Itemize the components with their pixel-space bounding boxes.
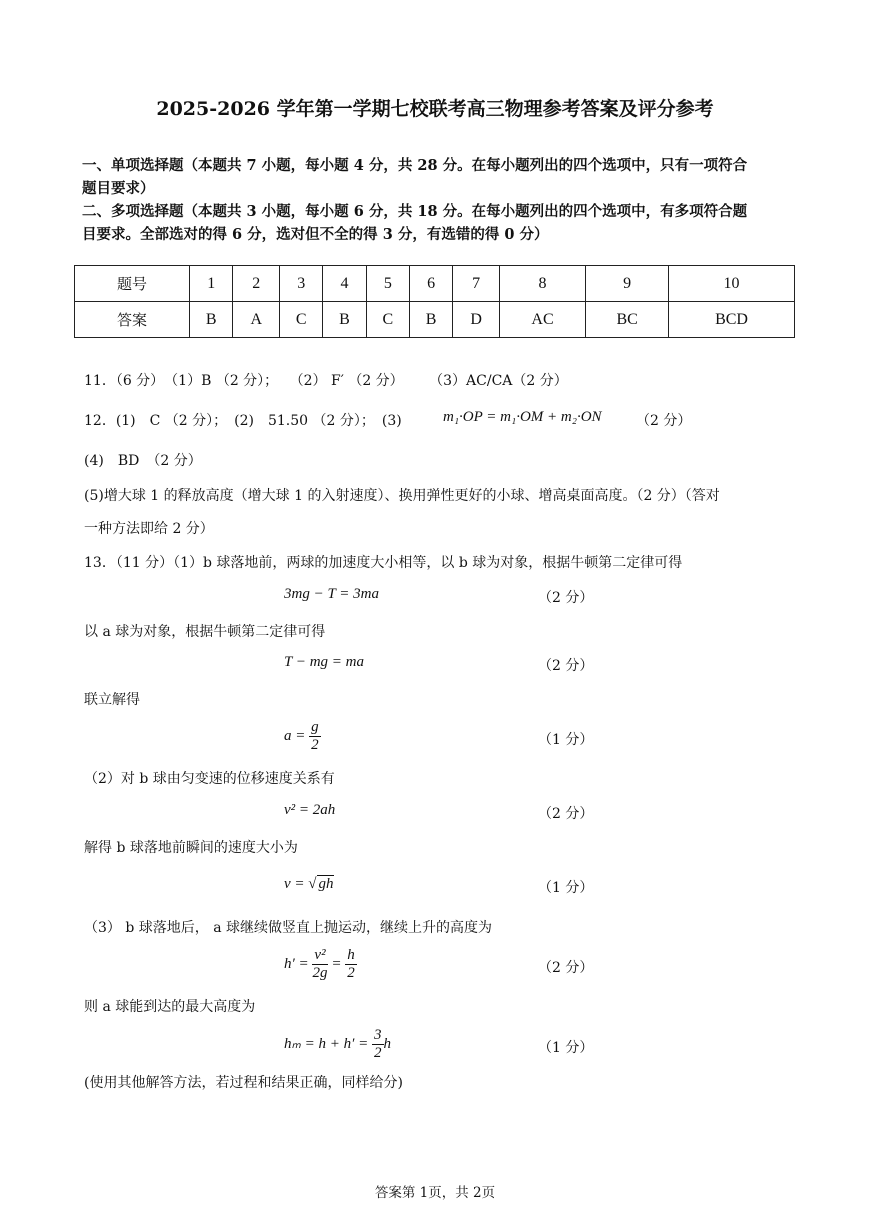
q13-eq7-numerator: 3 xyxy=(374,1027,382,1043)
q13-eq6-fraction2 xyxy=(345,947,357,982)
page-footer: 答案第 1页，共 2页 xyxy=(374,1185,496,1201)
table-cell: C xyxy=(280,302,323,338)
q13-text-part3: （3） b 球落地后， a 球继续做竖直上抛运动，继续上升的高度为 xyxy=(84,920,493,936)
table-cell: B xyxy=(323,302,366,338)
q13-eq6 xyxy=(284,947,357,982)
q13-eq6-lhs: h′ = xyxy=(284,955,309,972)
table-answer-label: 答案 xyxy=(75,302,190,338)
table-cell: 1 xyxy=(190,266,233,302)
q13-eq5 xyxy=(284,876,334,893)
q13-eq6-numerator1: v² xyxy=(314,947,326,963)
q13-eq6-score: （2 分） xyxy=(538,960,594,976)
table-cell: 3 xyxy=(280,266,323,302)
q13-eq2-score: （2 分） xyxy=(538,658,594,674)
table-cell: B xyxy=(190,302,233,338)
q12-formula-score: （2 分） xyxy=(636,413,692,429)
q13-eq1: 3mg − T = 3ma xyxy=(284,586,379,602)
answer-table xyxy=(74,265,795,338)
q13-eq6-fraction1 xyxy=(312,947,327,982)
q13-eq6-equals: = xyxy=(331,955,342,972)
q13-eq7-score: （1 分） xyxy=(538,1040,594,1056)
section2-line1: 二、多项选择题（本题共 3 小题，每小题 6 分，共 18 分。在每小题列出的四个选项中，有多项符合题 xyxy=(82,203,748,220)
q12-formula: m₁·OP = m₁·OM + m₂·ON xyxy=(443,409,602,425)
table-cell: BC xyxy=(586,302,669,338)
table-cell: 5 xyxy=(366,266,409,302)
table-cell: AC xyxy=(499,302,585,338)
q13-text-max: 则 a 球能到达的最大高度为 xyxy=(84,999,256,1015)
q13-eq5-lhs: v = xyxy=(284,876,305,892)
q13-eq6-numerator2: h xyxy=(347,947,355,963)
q13-eq6-denominator1: 2g xyxy=(312,965,328,981)
q13-eq3-fraction xyxy=(309,719,321,754)
q13-eq4-score: （2 分） xyxy=(538,806,594,822)
table-cell: 2 xyxy=(233,266,280,302)
table-cell: A xyxy=(233,302,280,338)
q13-eq7 xyxy=(284,1027,391,1062)
q13-note: (使用其他解答方法，若过程和结果正确，同样给分) xyxy=(84,1075,403,1091)
q13-eq1-score: （2 分） xyxy=(538,590,594,606)
q13-eq7-lhs: hₘ = h + h′ = xyxy=(284,1035,369,1052)
q13-text-part2: （2）对 b 球由匀变速的位移速度关系有 xyxy=(84,771,335,787)
q13-eq7-tail: h xyxy=(383,1035,391,1052)
q13-eq5-radicand: gh xyxy=(318,876,334,892)
table-cell: B xyxy=(409,302,452,338)
table-cell: C xyxy=(366,302,409,338)
q13-eq7-denominator: 2 xyxy=(374,1045,382,1061)
q13-eq7-fraction xyxy=(372,1027,384,1062)
q13-eq3-numerator: g xyxy=(311,719,319,735)
section2-line2: 目要求。全部选对的得 6 分，选对但不全的得 3 分，有选错的得 0 分） xyxy=(82,226,549,243)
q13-eq3-score: （1 分） xyxy=(538,732,594,748)
q13-eq3-denominator: 2 xyxy=(311,737,319,753)
q12-part4: (4) BD （2 分） xyxy=(84,453,202,469)
table-cell: 7 xyxy=(453,266,500,302)
section1-line1: 一、单项选择题（本题共 7 小题，每小题 4 分，共 28 分。在每小题列出的四个选项中，只有一项符合 xyxy=(82,157,748,174)
table-cell: 6 xyxy=(409,266,452,302)
q13-text-speed: 解得 b 球落地前瞬间的速度大小为 xyxy=(84,840,298,856)
table-cell: 9 xyxy=(586,266,669,302)
q13-text-solve: 联立解得 xyxy=(84,692,140,708)
section1-line2: 题目要求） xyxy=(82,180,155,197)
table-cell: 4 xyxy=(323,266,366,302)
table-answer-row xyxy=(75,302,795,338)
q12-part5-line1: (5)增大球 1 的释放高度（增大球 1 的入射速度）、换用弹性更好的小球、增高桌面高度。（2 分）（答对 xyxy=(84,488,720,504)
q13-eq2: T − mg = ma xyxy=(284,654,364,670)
q13-eq5-score: （1 分） xyxy=(538,880,594,896)
table-header-label: 题号 xyxy=(75,266,190,302)
q13-eq4: v² = 2ah xyxy=(284,802,336,818)
q13-eq6-denominator2: 2 xyxy=(347,965,355,981)
q12-part1: 12．(1) C （2 分）； (2) 51.50 （2 分）； (3) xyxy=(84,413,402,429)
table-header-row xyxy=(75,266,795,302)
sqrt-icon: √ xyxy=(308,876,317,892)
table-cell: 8 xyxy=(499,266,585,302)
q13-eq3 xyxy=(284,719,321,754)
q12-part5-line2: 一种方法即给 2 分） xyxy=(84,521,214,537)
table-cell: 10 xyxy=(669,266,795,302)
q13-intro: 13．（11 分）（1）b 球落地前，两球的加速度大小相等，以 b 球为对象，根据牛顿第二定律可得 xyxy=(84,555,683,571)
q13-text-a: 以 a 球为对象，根据牛顿第二定律可得 xyxy=(84,624,326,640)
page-title: 2025-2026 学年第一学期七校联考高三物理参考答案及评分参考 xyxy=(156,98,714,120)
table-cell: BCD xyxy=(669,302,795,338)
q13-eq3-lhs: a = xyxy=(284,727,306,744)
table-cell: D xyxy=(453,302,500,338)
q11-answer: 11．（6 分） （1）B （2 分）； （2） F′ （2 分） （3）AC/CA（2 分） xyxy=(84,373,568,389)
